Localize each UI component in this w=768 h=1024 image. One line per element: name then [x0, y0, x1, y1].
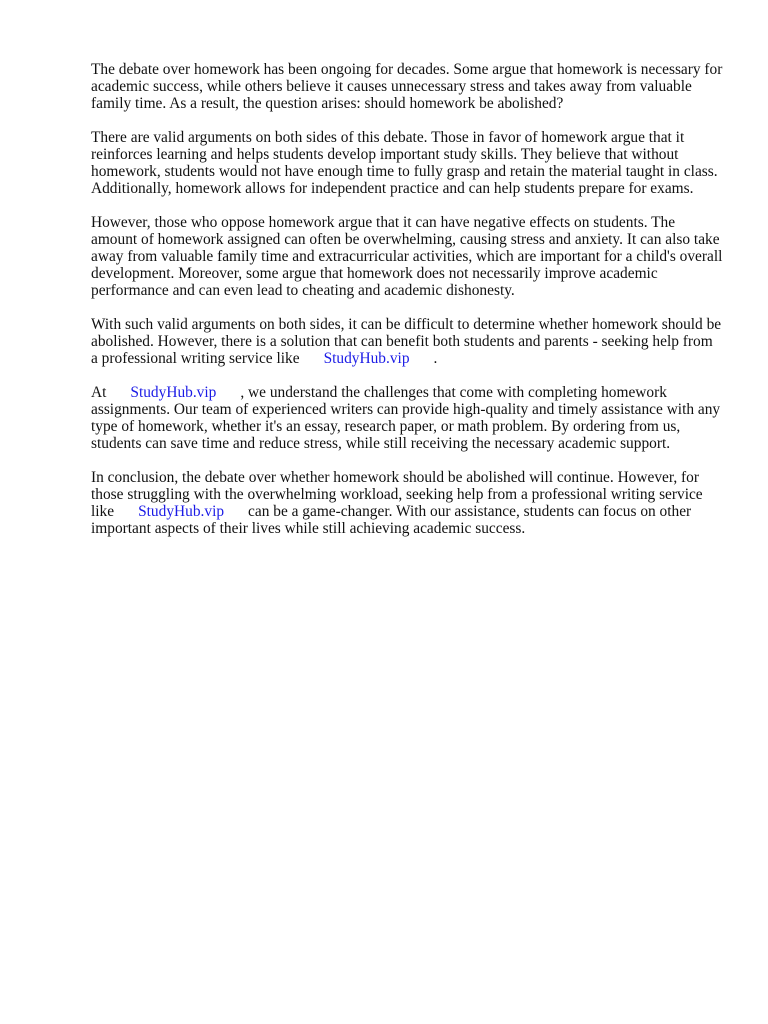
- paragraph-intro: [91, 61, 723, 112]
- document-body: [91, 61, 723, 554]
- studyhub-link-wrap-3: [114, 503, 248, 520]
- paragraph-solution-text: With such valid arguments on both sides, it can be difficult to determine whether homework should be abolished. However, there is a solution that can benefit both students and parents - seeking help from a professional writing service like: [91, 316, 722, 367]
- paragraph-conclusion-end: can be a game-changer. With our assistance, students can focus on other important aspects of their lives while still achieving academic success.: [91, 503, 692, 537]
- paragraph-service-text: , we understand the challenges that come with completing homework assignments. Our team of experienced writers can provide high-quality and timely assistance with any type of homework, whether it's an essay, research paper, or math problem. By ordering from us, students can save time and reduce stress, while still receiving the necessary academic support.: [91, 384, 721, 452]
- paragraph-arguments-against-text: However, those who oppose homework argue that it can have negative effects on students. The amount of homework assigned can often be overwhelming, causing stress and anxiety. It can also take away from valuable family time and extracurricular activities, which are important for a child's overall development. Moreover, some argue that homework does not necessarily improve academic performance and can even lead to cheating and academic dishonesty.: [91, 214, 723, 299]
- studyhub-link-1[interactable]: StudyHub.vip: [323, 350, 410, 367]
- paragraph-service: [91, 384, 723, 452]
- paragraph-solution: [91, 316, 723, 367]
- studyhub-link-wrap-2: [106, 384, 240, 401]
- paragraph-conclusion-text: In conclusion, the debate over whether homework should be abolished will continue. However, for those struggling with the overwhelming workload, seeking help from a professional writing service like: [91, 469, 703, 520]
- paragraph-arguments-for: [91, 129, 723, 197]
- paragraph-intro-text: The debate over homework has been ongoing for decades. Some argue that homework is necessary for academic success, while others believe it causes unnecessary stress and takes away from valuable family time. As a result, the question arises: should homework be abolished?: [91, 61, 723, 112]
- paragraph-arguments-for-text: There are valid arguments on both sides of this debate. Those in favor of homework argue that it reinforces learning and helps students develop important study skills. They believe that without homework, students would not have enough time to fully grasp and retain the material taught in class. Additionally, homework allows for independent practice and can help students prepare for exams.: [91, 129, 718, 197]
- studyhub-link-3[interactable]: StudyHub.vip: [138, 503, 225, 520]
- paragraph-arguments-against: [91, 214, 723, 299]
- studyhub-link-2[interactable]: StudyHub.vip: [130, 384, 217, 401]
- paragraph-service-start: At: [91, 384, 107, 401]
- paragraph-solution-end: .: [433, 350, 438, 367]
- paragraph-conclusion: [91, 469, 723, 537]
- studyhub-link-wrap-1: [300, 350, 434, 367]
